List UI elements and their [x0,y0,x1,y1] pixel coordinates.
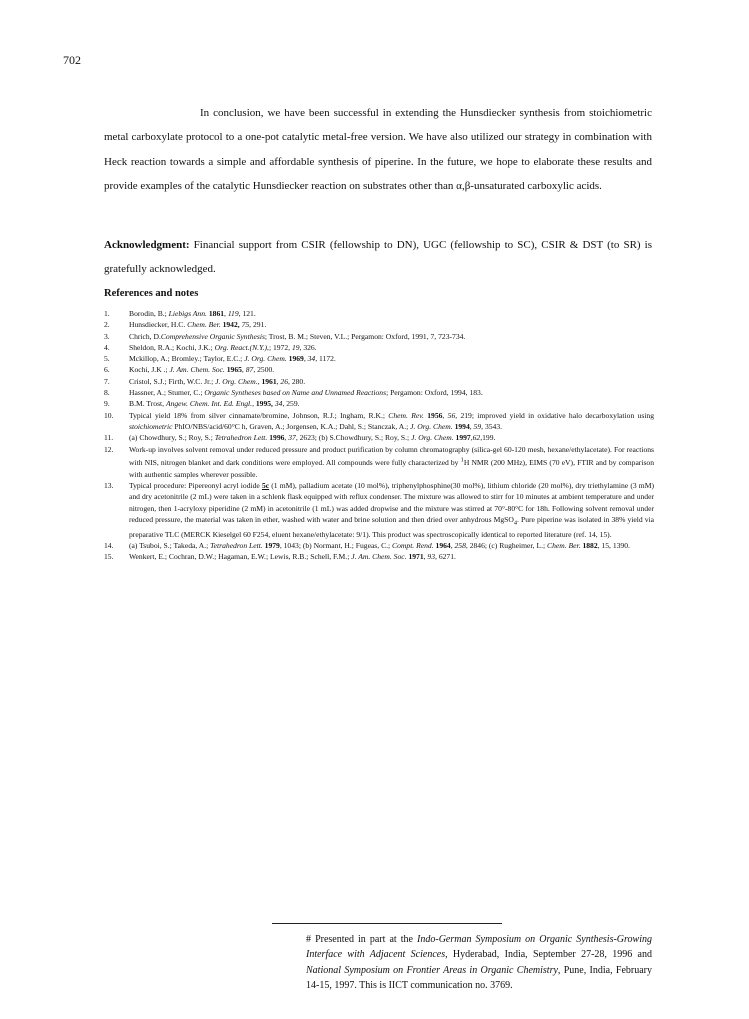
references-heading: References and notes [104,288,199,299]
reference-text: Chrich, D.Comprehensive Organic Synthesis; Trost, B. M.; Steven, V.L.; Pergamon: Oxford, 1991, 7, 723-734. [129,331,466,341]
reference-text: Kochi, J.K .; J. Am. Chem. Soc. 1965, 87, 2500. [129,365,275,375]
conclusion-text: In conclusion, we have been successful in extending the Hunsdiecker synthesis from stoichiometric metal carboxylate protocol to a one-pot catalytic metal-free version. We have also utilized our strategy in combination with Heck reaction towards a simple and affordable synthesis of piperine. In the future, we hope to elaborate these results and provide examples of the catalytic Hunsdiecker reaction on substrates other than α,β-unsaturated carboxylic acids. [104,107,652,192]
reference-text: Typical yield 18% from silver cinnamate/bromine, Johnson, R.J.; Ingham, R.K.; Chem. Rev. 1956, 56, 219; improved yield in oxidative halo decarboxylation using stoichiometric PhIO/NBS/acid/60°C h, Graven, A.; Jorgensen, K.A.; Dahl, S.; Stanczak, A.; J. Org. Chem. 1994, 59, 3543. [129,410,654,431]
reference-number: 11. [104,433,114,443]
reference-text: B.M. Trost, Angew. Chem. Int. Ed. Engl., 1995, 34, 259. [129,399,300,409]
reference-item [104,480,654,540]
reference-text: Work-up involves solvent removal under reduced pressure and product purification by column chromatography (silica-gel 60-120 mesh, hexane/ethylacetate). For reactions with NIS, nitrogen blanket and dark conditions were employed. All compounds were fully characterized by $^1$H NMR (200 MHz), EIMS (70 eV), FTIR and by comparison with authentic samples wherever possible. [129,444,654,479]
reference-number: 2. [104,320,110,330]
reference-number: 7. [104,376,110,386]
reference-text: Mckillop, A.; Bromley.; Taylor, E.C.; J. Org. Chem. 1969, 34, 1172. [129,354,336,364]
acknowledgment-title: Acknowledgment: [104,239,190,251]
reference-item [104,319,654,330]
reference-number: 8. [104,388,110,398]
reference-text: Sheldon, R.A.; Kochi, J.K.; Org. React.(N.Y.),; 1972, 19, 326. [129,342,317,352]
reference-number: 3. [104,331,110,341]
footnote: # Presented in part at the Indo-German Symposium on Organic Synthesis-Growing Interface with Adjacent Sciences, Hyderabad, India, September 27-28, 1996 and National Symposium on Frontier Areas in Organic Chemistry, Pune, India, February 14-15, 1997. This is IICT communication no. 3769. [306,934,652,991]
reference-item [104,308,654,319]
reference-text: Cristol, S.J.; Firth, W.C. Jr.; J. Org. Chem., 1961, 26, 280. [129,376,306,386]
reference-item [104,331,654,342]
footnote-divider [272,923,502,924]
reference-item [104,376,654,387]
reference-item [104,551,654,562]
reference-item [104,398,654,409]
conclusion-paragraph [104,101,652,198]
reference-text: Hunsdiecker, H.C. Chem. Ber. 1942, 75, 291. [129,320,267,330]
reference-item [104,353,654,364]
reference-item [104,410,654,433]
reference-number: 9. [104,399,110,409]
reference-text: (a) Tsuboi, S.; Takeda, A.; Tetrahedron Lett. 1979, 1043; (b) Normant, H.; Fugeas, C.; Compt. Rend. 1964, 258, 2846; (c) Rugheimer, L.; Chem. Ber. 1882, 15, 1390. [129,540,630,550]
reference-number: 5. [104,354,110,364]
reference-number: 1. [104,309,110,318]
reference-text: (a) Chowdhury, S.; Roy, S.; Tetrahedron Lett. 1996, 37, 2623; (b) S.Chowdhury, S.; Roy, S.; J. Org. Chem. 1997,62,199. [129,433,496,443]
reference-number: 13. [104,480,114,490]
acknowledgment-text: Financial support from CSIR (fellowship to DN), UGC (fellowship to SC), CSIR & DST (to SR) is gratefully acknowledged. [104,239,653,275]
reference-number: 12. [104,444,114,454]
reference-number: 10. [104,410,114,420]
reference-number: 15. [104,552,114,562]
references-list [104,308,654,563]
acknowledgment-paragraph [104,233,652,281]
reference-number: 14. [104,540,114,550]
reference-item [104,540,654,551]
reference-text: Wenkert, E.; Cochran, D.W.; Hagaman, E.W.; Lewis, R.B.; Schell, F.M.; J. Am. Chem. Soc. 1971, 93, 6271. [129,552,456,562]
reference-number: 6. [104,365,110,375]
reference-item [104,444,654,480]
reference-item [104,342,654,353]
reference-item [104,432,654,443]
reference-text: Hassner, A.; Stumer, C.; Organic Syntheses based on Name and Unnamed Reactions; Pergamon: Oxford, 1994, 183. [129,388,483,398]
reference-number: 4. [104,342,110,352]
reference-text: Borodin, B.; Liebigs Ann. 1861, 119, 121. [129,309,256,318]
reference-item [104,387,654,398]
reference-text: Typical procedure: Pipereonyl acryl iodide 5c (1 mM), palladium acetate (10 mol%), triphenylphosphine(30 mol%), lithium chloride (20 mol%), dry triethylamine (3 mM) and dry acetonitrile (2 mL) were taken in a schlenk flask equipped with reflux condenser. The mixture was allowed to stirr for 10 minutes at ambient temperature and under nitrogen, then 1-acryloxy piperidine (2 mM) in acetonitrile (1 mL) was added dropwise and the mixture was stirred at 70°-80°C for 18h. Following solvent removal under reduced pressure, the material was taken in ether, washed with water and brine solution and then dried over anhydrous MgSO$_4$. Pure piperine was isolated in 38% yield via preparative TLC (MERCK Kieselgel 60 F254, eluent hexane/ethylacetate: 9/1). This product was spectroscopically identical to reported literature (ref. 14, 15). [129,480,655,539]
page-number: 702 [63,53,81,67]
reference-item [104,364,654,375]
